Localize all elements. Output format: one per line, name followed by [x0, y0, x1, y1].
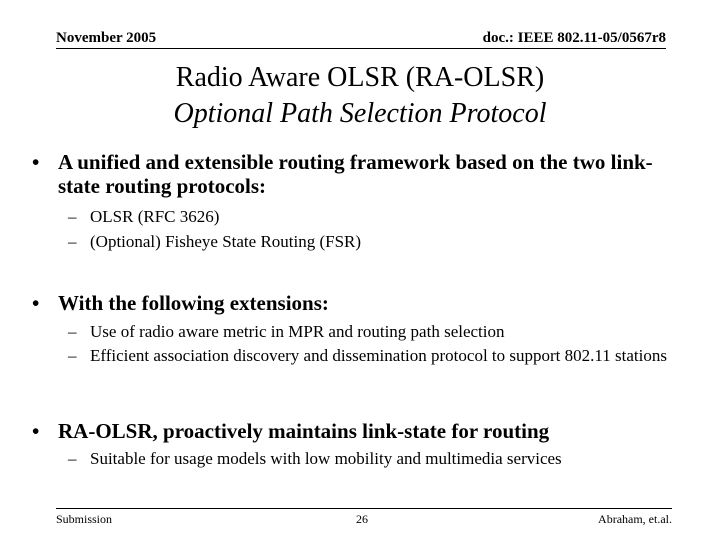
bullet-2-sub-1-text: Use of radio aware metric in MPR and routing path selection	[90, 322, 505, 341]
dash-symbol: –	[68, 322, 77, 341]
slide-header	[56, 28, 666, 49]
bullet-1	[32, 150, 672, 198]
title-main: Radio Aware OLSR (RA-OLSR)	[175, 62, 545, 93]
bullet-2-sub-2-text: Efficient association discovery and dissemination protocol to support 802.11 stations	[90, 346, 667, 365]
dash-symbol: –	[68, 232, 77, 251]
bullet-3-text: RA-OLSR, proactively maintains link-state for routing	[58, 419, 550, 443]
footer-authors: Abraham, et.al.	[598, 512, 672, 526]
bullet-2-symbol: •	[32, 291, 40, 315]
bullet-1-sub-2-text: (Optional) Fisheye State Routing (FSR)	[90, 232, 362, 251]
slide-title	[0, 60, 720, 132]
bullet-1-sub-1	[68, 205, 668, 229]
dash-symbol: –	[68, 207, 77, 226]
dash-symbol: –	[68, 449, 77, 468]
bullet-3-symbol: •	[32, 419, 40, 443]
header-date: November 2005	[56, 30, 157, 46]
bullet-1-sub-2	[68, 230, 668, 254]
bullet-1-sub-1-text: OLSR (RFC 3626)	[90, 207, 220, 226]
footer-page-number: 26	[356, 512, 368, 526]
bullet-2-sub-2	[68, 344, 668, 368]
bullet-2-sub-1	[68, 320, 668, 344]
bullet-3-sub-1-text: Suitable for usage models with low mobility and multimedia services	[90, 449, 562, 468]
slide-footer	[56, 508, 672, 529]
bullet-3	[32, 419, 672, 443]
header-doc-id: doc.: IEEE 802.11-05/0567r8	[482, 30, 666, 46]
bullet-1-symbol: •	[32, 150, 40, 174]
bullet-2-text: With the following extensions:	[58, 291, 329, 315]
title-subtitle: Optional Path Selection Protocol	[173, 98, 547, 129]
dash-symbol: –	[68, 346, 77, 365]
footer-submission: Submission	[56, 512, 113, 526]
bullet-3-sub-1	[68, 447, 668, 471]
bullet-2	[32, 291, 672, 315]
bullet-1-text: A unified and extensible routing framework based on the two link-state routing protocols:	[58, 150, 653, 198]
